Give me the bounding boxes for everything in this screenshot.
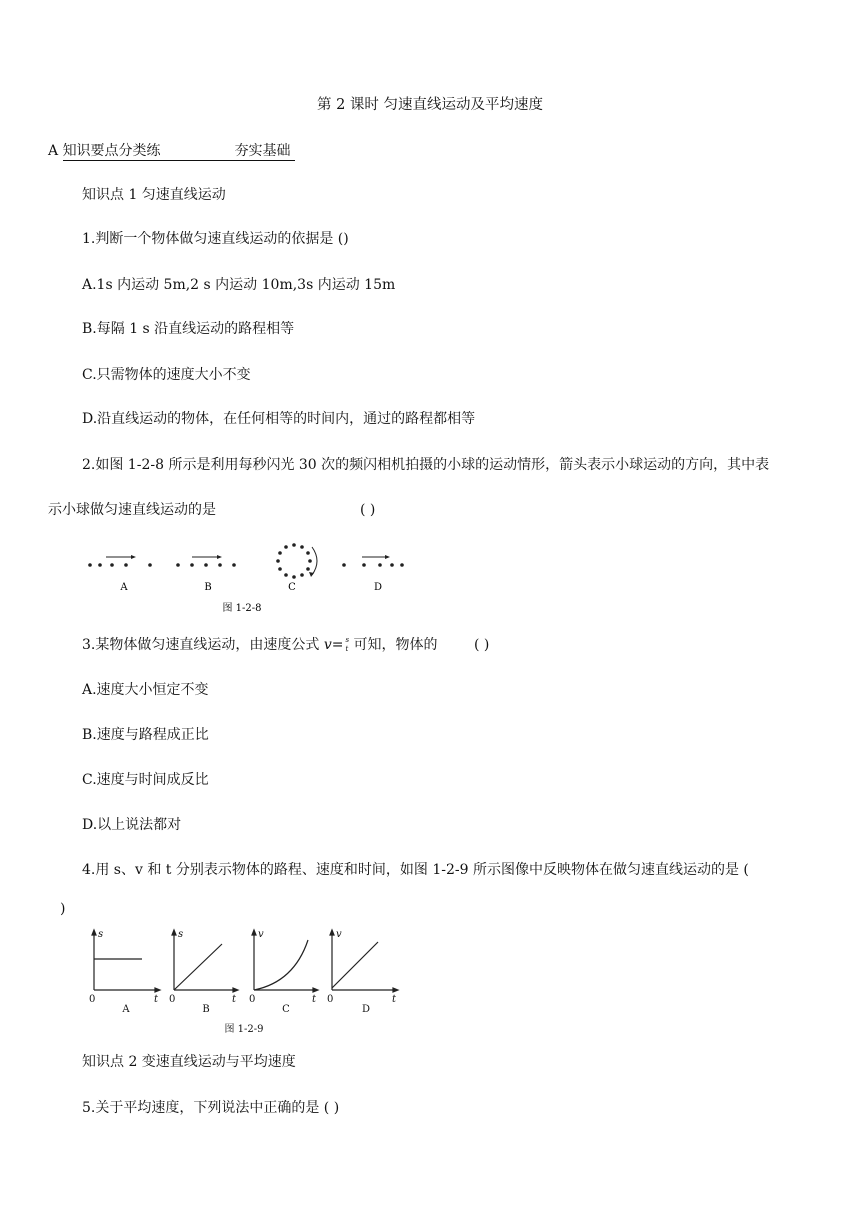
fig128-label-b: B [204, 582, 212, 593]
section-right: 夯实基础 [234, 143, 291, 159]
curved-arrow-icon [312, 547, 317, 575]
figure-1-2-8 [80, 535, 420, 617]
fig128-label-a: A [120, 582, 128, 593]
q1-stem: 1.判断一个物体做匀速直线运动的依据是 () [82, 231, 349, 247]
page-title: 第 2 课时 匀速直线运动及平均速度 [316, 97, 544, 113]
q3-stem-pre: 3.某物体做匀速直线运动，由速度公式 [82, 637, 324, 653]
q2-answer-paren: ( ) [360, 502, 376, 518]
graph-a-yaxis-label: s [98, 929, 104, 940]
q4-stem-line2: ) [60, 901, 66, 917]
fig129-label-c: C [282, 1004, 290, 1015]
q3-option-c: C.速度与时间成反比 [82, 772, 209, 788]
knowledge-point-1: 知识点 1 匀速直线运动 [82, 187, 226, 203]
knowledge-point-2: 知识点 2 变速直线运动与平均速度 [82, 1054, 296, 1070]
fig128-caption: 图 1-2-8 [222, 603, 262, 614]
graph-d-yaxis-label: v [336, 929, 342, 940]
arrow-icon [362, 555, 390, 559]
graph-b-xaxis-label: t [232, 994, 237, 1005]
graph-c-yaxis-label: v [258, 929, 264, 940]
fig129-label-b: B [202, 1004, 210, 1015]
q3-stem-post: 可知，物体的 [353, 637, 438, 653]
arrow-icon [192, 555, 222, 559]
q1-option-b: B.每隔 1 s 沿直线运动的路程相等 [82, 321, 295, 337]
balls-c [276, 543, 312, 579]
q3-option-a: A.速度大小恒定不变 [82, 682, 209, 698]
balls-a [88, 563, 152, 567]
graph-b-origin: 0 [169, 994, 176, 1005]
balls-b [176, 563, 236, 567]
graph-b-yaxis-label: s [178, 929, 184, 940]
graph-c-xaxis-label: t [312, 994, 317, 1005]
q3-stem [82, 636, 437, 654]
q3-option-d: D.以上说法都对 [82, 817, 182, 833]
graph-d-origin: 0 [327, 994, 334, 1005]
section-underline [63, 143, 295, 161]
q3-answer-paren: ( ) [474, 637, 490, 653]
fig129-label-a: A [122, 1004, 130, 1015]
graph-b-line [174, 944, 222, 990]
figure-1-2-9 [84, 926, 414, 1038]
q3-formula-v: v= [323, 637, 344, 653]
graph-d-xaxis-label: t [392, 994, 397, 1005]
fig129-caption: 图 1-2-9 [224, 1024, 264, 1035]
q3-formula-den: t [345, 645, 349, 653]
graph-c-curve [254, 940, 308, 990]
graph-a-origin: 0 [89, 994, 96, 1005]
q2-stem-line1: 2.如图 1-2-8 所示是利用每秒闪光 30 次的频闪相机拍摄的小球的运动情形，箭头表示小球运动的方向，其中表 [82, 457, 770, 473]
q1-option-d: D.沿直线运动的物体，在任何相等的时间内，通过的路程都相等 [82, 411, 476, 427]
graph-d-line [332, 942, 378, 988]
q3-formula-fraction [343, 636, 353, 654]
q3-formula-num: s [345, 636, 350, 644]
q5-stem: 5.关于平均速度，下列说法中正确的是 ( ) [82, 1100, 340, 1116]
q2-stem-line2: 示小球做匀速直线运动的是 [48, 502, 216, 518]
section-left: 知识要点分类练 [62, 143, 161, 159]
graph-a-xaxis-label: t [154, 994, 159, 1005]
graph-c-origin: 0 [249, 994, 256, 1005]
section-heading [48, 142, 295, 160]
section-prefix: A [48, 143, 63, 159]
arrow-icon [106, 555, 136, 559]
q1-option-a: A.1s 内运动 5m,2 s 内运动 10m,3s 内运动 15m [82, 277, 396, 293]
fig129-label-d: D [361, 1004, 371, 1015]
balls-d [342, 563, 404, 567]
q3-option-b: B.速度与路程成正比 [82, 727, 209, 743]
q1-option-c: C.只需物体的速度大小不变 [82, 367, 251, 383]
fig128-label-c: C [288, 582, 296, 593]
fig128-label-d: D [373, 582, 383, 593]
q4-stem-line1: 4.用 s、v 和 t 分别表示物体的路程、速度和时间，如图 1-2-9 所示图像中反映物体在做匀速直线运动的是 ( [82, 862, 749, 878]
